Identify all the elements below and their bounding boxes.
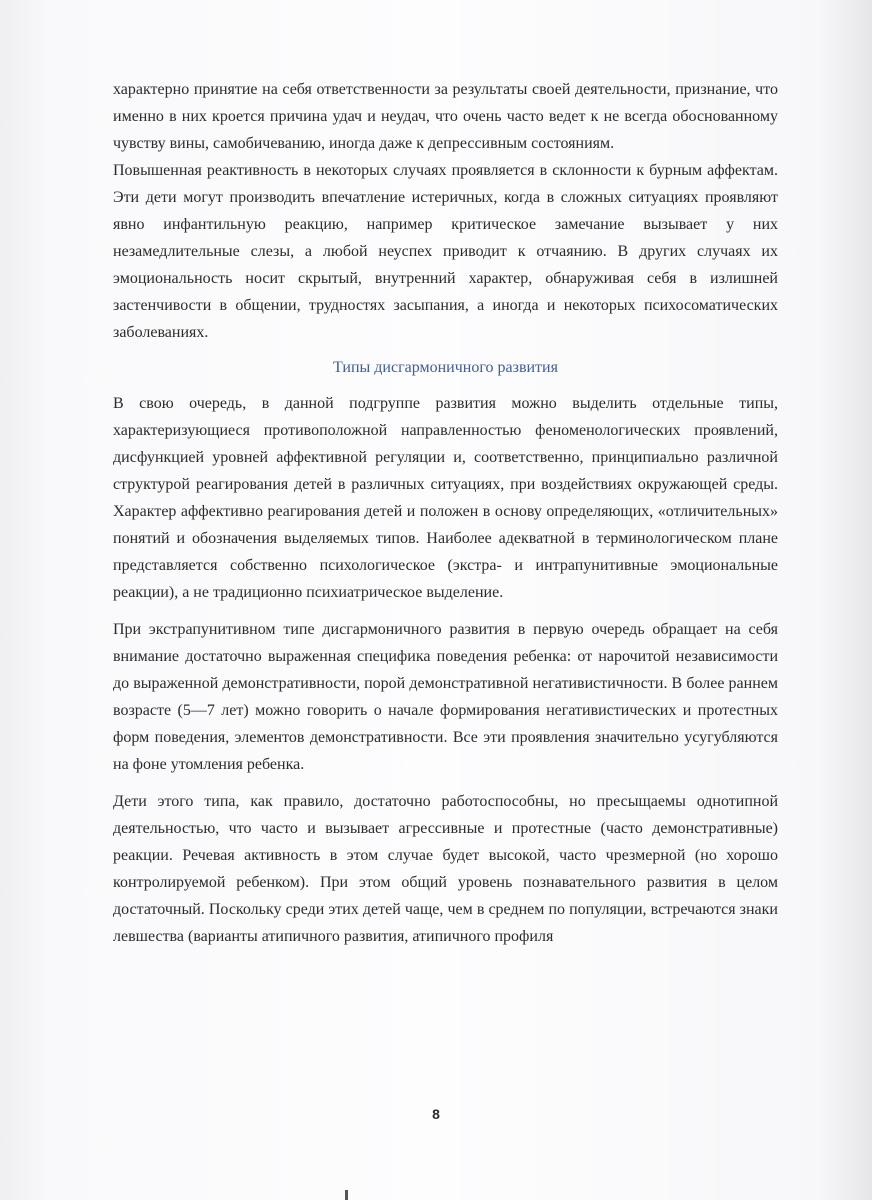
page-content	[113, 76, 778, 950]
paragraph-5: Дети этого типа, как правило, достаточно работоспособны, но пресыщаемы однотипной деятельностью, что часто и вызывает агрессивные и протестные (часто демонстративные) реакции. Речевая активность в этом случае будет высокой, часто чрезмерной (но хорошо контролируемой ребенком). При этом общий уровень познавательного развития в целом достаточный. Поскольку среди этих детей чаще, чем в среднем по популяции, встречаются знаки левшества (варианты атипичного развития, атипичного профиля	[113, 793, 778, 945]
paragraph-3: В свою очередь, в данной подгруппе развития можно выделить отдельные типы, характеризующиеся противоположной направленностью феноменологических проявлений, дисфункцией уровней аффективной регуляции и, соответственно, принципиально различной структурой реагирования детей в различных ситуациях, при воздействиях окружающей среды. Характер аффективно реагирования детей и положен в основу определяющих, «отличительных» понятий и обозначения выделяемых типов. Наиболее адекватной в терминологическом плане представляется собственно психологическое (экстра- и интрапунитивные эмоциональные реакции), а не традиционно психиатрическое выделение.	[113, 395, 778, 601]
page-number: 8	[432, 1106, 440, 1122]
paragraph-2: Повышенная реактивность в некоторых случаях проявляется в склонности к бурным аффектам. Эти дети могут производить впечатление истеричных, когда в сложных ситуациях проявляют явно инфантильную реакцию, например критическое замечание вызывает у них незамедлительные слезы, а любой неуспех приводит к отчаянию. В других случаях их эмоциональность носит скрытый, внутренний характер, обнаруживая себя в излишней застенчивости в общении, трудностях засыпания, а иногда и некоторых психосоматических заболеваниях.	[113, 162, 778, 341]
section-heading: Типы дисгармоничного развития	[333, 359, 558, 376]
scan-edge-mark	[345, 1190, 348, 1200]
paragraph-1: характерно принятие на себя ответственности за результаты своей деятельности, признание, что именно в них кроется причина удач и неудач, что очень часто ведет к не всегда обоснованному чувству вины, самобичеванию, иногда даже к депрессивным состояниям.	[113, 81, 778, 152]
paragraph-4: При экстрапунитивном типе дисгармоничного развития в первую очередь обращает на себя внимание достаточно выраженная специфика поведения ребенка: от нарочитой независимости до выраженной демонстративности, порой демонстративной негативистичности. В более раннем возрасте (5—7 лет) можно говорить о начале формирования негативистических и протестных форм поведения, элементов демонстративности. Все эти проявления значительно усугубляются на фоне утомления ребенка.	[113, 621, 778, 773]
